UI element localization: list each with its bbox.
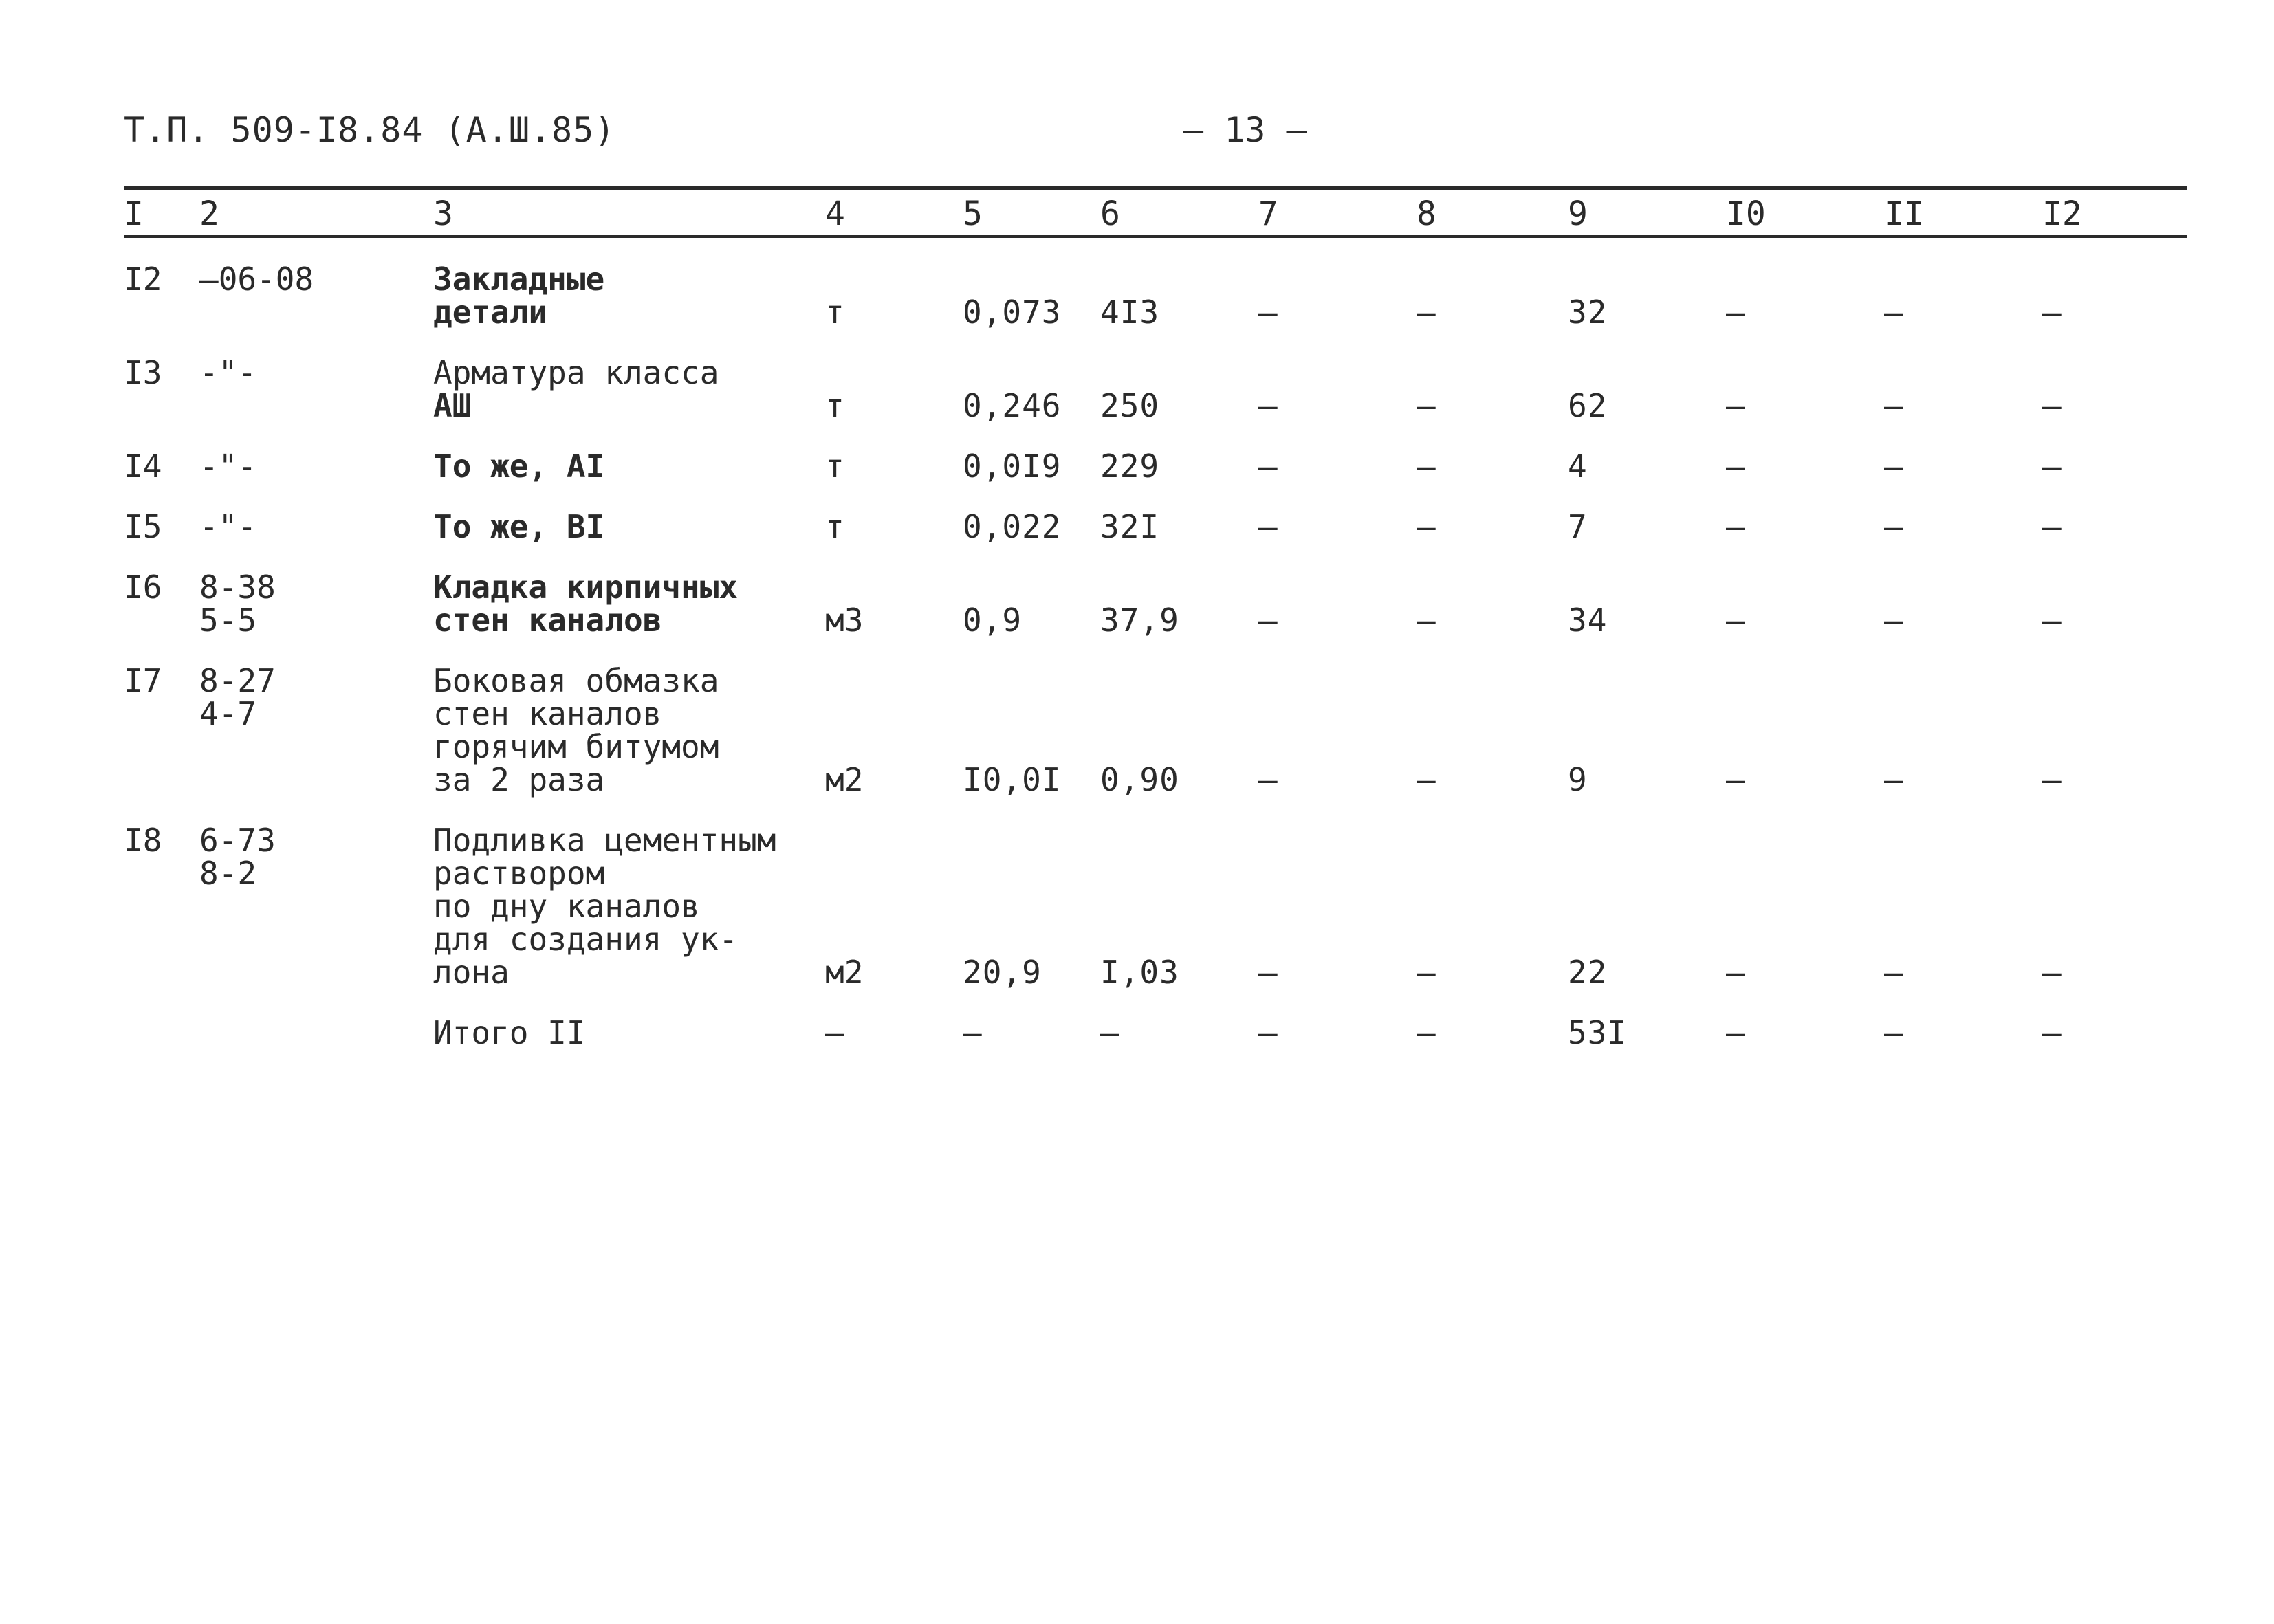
table-top-rule bbox=[124, 186, 2187, 190]
unit-cost: I,03 bbox=[1100, 954, 1179, 991]
column-number-row bbox=[124, 193, 2187, 235]
col-10: – bbox=[1726, 761, 1745, 798]
norm-code-empty bbox=[199, 989, 433, 1049]
col-8: – bbox=[1417, 387, 1436, 424]
column-header-3: 3 bbox=[433, 195, 453, 233]
total-cost: 7 bbox=[1568, 508, 1588, 545]
col-12: – bbox=[2042, 602, 2062, 639]
row-number: I5 bbox=[124, 508, 162, 545]
grand-total: 53I bbox=[1568, 1014, 1628, 1051]
row-number: I2 bbox=[124, 261, 162, 298]
unit-cost: 4I3 bbox=[1100, 294, 1160, 331]
col-8: – bbox=[1417, 602, 1436, 639]
unit-cost: 32I bbox=[1100, 508, 1160, 545]
col-11: – bbox=[1884, 761, 1903, 798]
column-header-12: I2 bbox=[2042, 195, 2082, 233]
table-body bbox=[124, 235, 2187, 1049]
total-cost: 9 bbox=[1568, 761, 1588, 798]
col-7: – bbox=[1258, 508, 1278, 545]
col-8: – bbox=[1417, 294, 1436, 331]
quantity: 20,9 bbox=[963, 954, 1042, 991]
total-row bbox=[124, 989, 2187, 1049]
unit-cost: 229 bbox=[1100, 448, 1160, 485]
unit: м3 bbox=[825, 602, 864, 639]
unit: т bbox=[825, 387, 844, 424]
col-10: – bbox=[1726, 387, 1745, 424]
work-name: Арматура класса АШ bbox=[433, 354, 719, 424]
table-row bbox=[124, 543, 2187, 637]
column-header-11: II bbox=[1884, 195, 1924, 233]
total-cost: 62 bbox=[1568, 387, 1608, 424]
unit: т bbox=[825, 294, 844, 331]
work-name: Закладные детали bbox=[433, 261, 605, 331]
col-11: – bbox=[1884, 387, 1903, 424]
quantity: I0,0I bbox=[963, 761, 1062, 798]
norm-code: 6-73 8-2 bbox=[199, 822, 276, 892]
col-7: – bbox=[1258, 448, 1278, 485]
col-7: – bbox=[1258, 954, 1278, 991]
column-header-7: 7 bbox=[1258, 195, 1278, 233]
unit: – bbox=[825, 1014, 844, 1051]
column-header-10: I0 bbox=[1726, 195, 1766, 233]
work-name: Подливка цементным раствором по дну каналов для создания ук- лона bbox=[433, 822, 776, 991]
col-7: – bbox=[1258, 294, 1278, 331]
col-11: – bbox=[1884, 294, 1903, 331]
col-12: – bbox=[2042, 761, 2062, 798]
col-10: – bbox=[1726, 508, 1745, 545]
table-row bbox=[124, 235, 2187, 329]
unit: т bbox=[825, 508, 844, 545]
col-10: – bbox=[1726, 448, 1745, 485]
table-row bbox=[124, 483, 2187, 543]
total-cost: 22 bbox=[1568, 954, 1608, 991]
page-number: — 13 — bbox=[1183, 110, 1307, 150]
column-header-4: 4 bbox=[825, 195, 845, 233]
column-header-9: 9 bbox=[1568, 195, 1588, 233]
quantity: – bbox=[963, 1014, 982, 1051]
quantity: 0,0I9 bbox=[963, 448, 1062, 485]
col-10: – bbox=[1726, 294, 1745, 331]
row-number: I4 bbox=[124, 448, 162, 485]
col-11: – bbox=[1884, 1014, 1903, 1051]
column-header-6: 6 bbox=[1100, 195, 1120, 233]
col-8: – bbox=[1417, 761, 1436, 798]
norm-code: —06-08 bbox=[199, 261, 314, 298]
table-row bbox=[124, 637, 2187, 796]
col-8: – bbox=[1417, 954, 1436, 991]
col-11: – bbox=[1884, 508, 1903, 545]
unit-cost: 0,90 bbox=[1100, 761, 1179, 798]
total-cost: 32 bbox=[1568, 294, 1608, 331]
work-name: То же, BI bbox=[433, 508, 605, 545]
row-number: I6 bbox=[124, 569, 162, 606]
col-7: – bbox=[1258, 761, 1278, 798]
col-10: – bbox=[1726, 1014, 1745, 1051]
quantity: 0,246 bbox=[963, 387, 1062, 424]
col-7: – bbox=[1258, 387, 1278, 424]
col-10: – bbox=[1726, 954, 1745, 991]
table-row bbox=[124, 796, 2187, 989]
total-cost: 4 bbox=[1568, 448, 1588, 485]
unit: м2 bbox=[825, 761, 864, 798]
col-12: – bbox=[2042, 294, 2062, 331]
unit: т bbox=[825, 448, 844, 485]
col-8: – bbox=[1417, 1014, 1436, 1051]
norm-code: -"- bbox=[199, 354, 257, 391]
table-row bbox=[124, 422, 2187, 483]
col-12: – bbox=[2042, 1014, 2062, 1051]
col-10: – bbox=[1726, 602, 1745, 639]
page-header bbox=[124, 110, 2191, 165]
unit-cost: – bbox=[1100, 1014, 1119, 1051]
unit-cost: 37,9 bbox=[1100, 602, 1179, 639]
work-name: Боковая обмазка стен каналов горячим битумом за 2 раза bbox=[433, 662, 719, 798]
norm-code: -"- bbox=[199, 508, 257, 545]
row-number-empty bbox=[124, 989, 199, 1049]
col-12: – bbox=[2042, 448, 2062, 485]
row-number: I8 bbox=[124, 822, 162, 859]
total-label: Итого II bbox=[433, 1014, 586, 1051]
quantity: 0,9 bbox=[963, 602, 1023, 639]
col-7: – bbox=[1258, 602, 1278, 639]
column-header-1: I bbox=[124, 195, 144, 233]
document-code: Т.П. 509-I8.84 (А.Ш.85) bbox=[124, 110, 616, 150]
col-8: – bbox=[1417, 448, 1436, 485]
quantity: 0,022 bbox=[963, 508, 1062, 545]
col-12: – bbox=[2042, 954, 2062, 991]
row-number: I7 bbox=[124, 662, 162, 699]
table-row bbox=[124, 329, 2187, 422]
estimate-table bbox=[124, 193, 2187, 1049]
col-8: – bbox=[1417, 508, 1436, 545]
col-11: – bbox=[1884, 448, 1903, 485]
col-12: – bbox=[2042, 508, 2062, 545]
unit-cost: 250 bbox=[1100, 387, 1160, 424]
col-12: – bbox=[2042, 387, 2062, 424]
work-name: Кладка кирпичных стен каналов bbox=[433, 569, 739, 639]
column-header-5: 5 bbox=[963, 195, 983, 233]
quantity: 0,073 bbox=[963, 294, 1062, 331]
row-number: I3 bbox=[124, 354, 162, 391]
work-name: То же, АI bbox=[433, 448, 605, 485]
norm-code: 8-38 5-5 bbox=[199, 569, 276, 639]
total-cost: 34 bbox=[1568, 602, 1608, 639]
column-header-2: 2 bbox=[199, 195, 219, 233]
column-header-8: 8 bbox=[1417, 195, 1436, 233]
unit: м2 bbox=[825, 954, 864, 991]
norm-code: -"- bbox=[199, 448, 257, 485]
col-7: – bbox=[1258, 1014, 1278, 1051]
col-11: – bbox=[1884, 954, 1903, 991]
col-11: – bbox=[1884, 602, 1903, 639]
norm-code: 8-27 4-7 bbox=[199, 662, 276, 732]
